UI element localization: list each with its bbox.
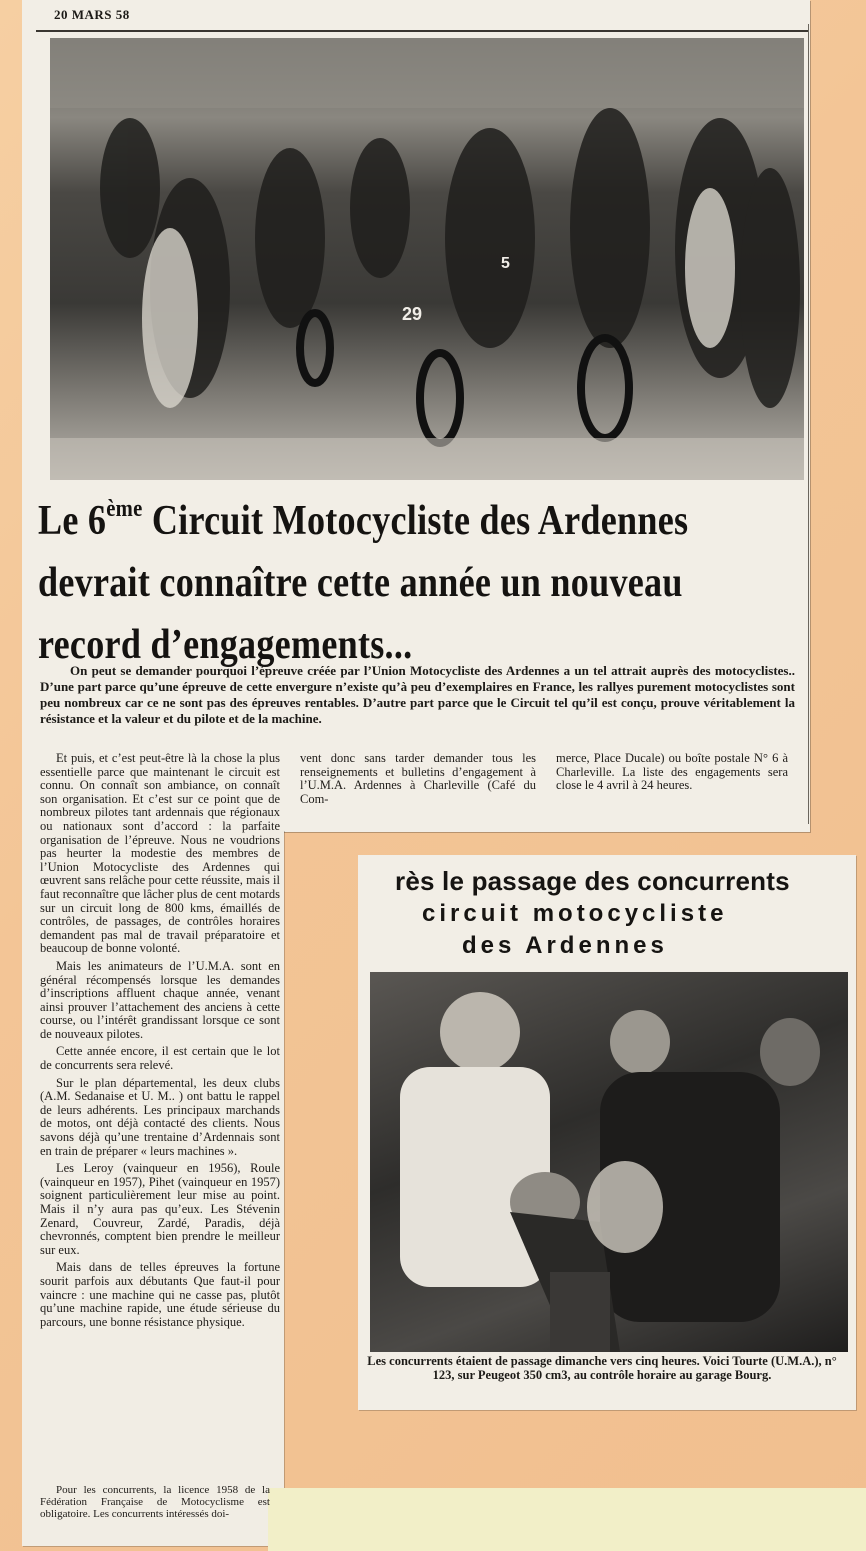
column-rule	[808, 24, 809, 824]
header-rule	[36, 30, 808, 32]
article-column-3: merce, Place Ducale) ou boîte postale N° 6 à Charleville. La liste des engagements sera close le 4 avril à 24 heures.	[556, 751, 788, 793]
race-number-29: 29	[402, 304, 423, 324]
lead-paragraph: On peut se demander pourquoi l’épreuve créée par l’Union Motocycliste des Ardennes a un tel attrait auprès des motocyclistes.. D’une part parce qu’une épreuve de cette envergure n’existe qu’à peu d’exemplaires en France, les rallyes purement motocyclistes sont peu nombreux car ce ne sont pas des épreuves rentables. D’autre part parce que le Circuit tel qu’il est conçu, prouve véritablement la résistance et la valeur et du pilote et de la machine.	[40, 663, 795, 726]
album-page-strip	[268, 1488, 866, 1551]
second-headline-line3: des Ardennes	[462, 932, 668, 959]
race-number-5: 5	[501, 255, 510, 272]
article-column-1	[40, 752, 280, 1333]
article-column-1-end: Pour les concurrents, la licence 1958 de la Fédération Française de Motocyclisme est obligatoire. Les concurrents intéressés doi-	[40, 1484, 270, 1520]
main-headline: Le 6ème Circuit Motocycliste des Ardennes devrait connaître cette année un nouveau record d’engagements...	[38, 496, 689, 668]
paragraph: Mais les animateurs de l’U.M.A. sont en général récompensés lorsque les demandes d’inscriptions affluent chaque année, venant ainsi prouver l’attachement des anciens à cette course, ou l’intérêt grandissant lorsque ce sont de nouveaux pilotes.	[40, 958, 280, 1041]
paragraph: Et puis, et c’est peut-être là la chose la plus essentielle parce que maintenant le circuit est connu. On connaît son ambiance, on connaît son organisation. Et c’est sur ce point que de nombreux pilotes tant ardennais que régionaux ou nationaux sont d’accord : la parfaite organisation de l’épreuve. Nous ne voudrions pas heurter la modestie des membres de l’Union Motocycliste des Ardennes qui œuvrent sans relâche pour cette réussite, mais il faut reconnaître que lâcher plus de cent motards sur un circuit long de 800 kms, émaillés de contrôles, de passages, de contrôles horaires demandent pas mal de travail préparatoire et beaucoup de bonne volonté.	[40, 751, 280, 956]
time-control-photo	[370, 972, 848, 1352]
paragraph: Cette année encore, il est certain que le lot de concurrents sera relevé.	[40, 1044, 280, 1073]
paragraph: Mais dans de telles épreuves la fortune sourit parfois aux débutants Que faut-il pour vaincre : une machine qui ne casse pas, plutôt qu’une machine rapide, une étude sérieuse du parcours, une bonne résistance physique.	[40, 1260, 280, 1329]
second-headline-line1: rès le passage des concurrents	[395, 866, 790, 896]
issue-date: 20 MARS 58	[54, 7, 130, 22]
paragraph: Sur le plan départemental, les deux clubs (A.M. Sedanaise et U. M.. ) ont battu le rappel de leurs adhérents. Les principaux marchands de motos, ont déjà contacté des clients. Nous savons déjà qu’une trentaine d’Ardennais sont en train de préparer « leurs machines ».	[40, 1075, 280, 1158]
paragraph: Les Leroy (vainqueur en 1956), Roule (vainqueur en 1957), Pihet (vainqueur en 1957) soignent particulièrement leur mise au point. Mais il n’y aura pas qu’eux. Les Stévenin Zenard, Couvreur, Zardé, Paradis, déjà chevronnés, comptent bien prendre le meilleur sur eux.	[40, 1161, 280, 1257]
article-column-2: vent donc sans tarder demander tous les renseignements et bulletins d’engagement à l’U.M.A. Ardennes à Charleville (Café du Com-	[300, 751, 536, 806]
second-headline-line2: circuit motocycliste	[422, 900, 728, 927]
start-line-photo	[50, 38, 804, 480]
photo-caption: Les concurrents étaient de passage dimanche vers cinq heures. Voici Tourte (U.M.A.), n° 123, sur Peugeot 350 cm3, au contrôle horaire au garage Bourg.	[367, 1354, 837, 1382]
